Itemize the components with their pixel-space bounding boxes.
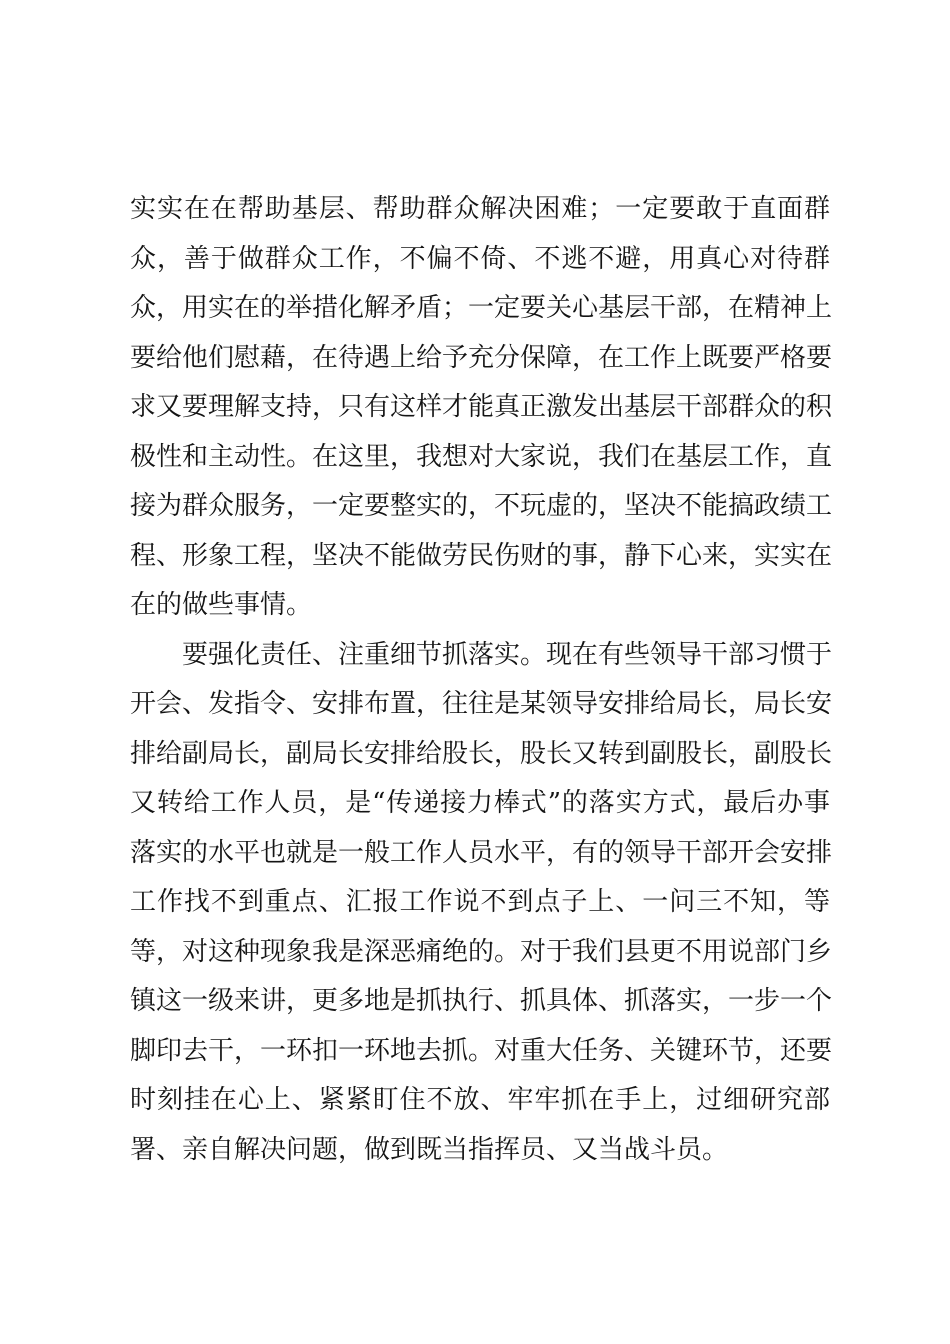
text-line: 程、形象工程，坚决不能做劳民伤财的事，静下心来，实实在 <box>130 540 833 571</box>
text-line: 接为群众服务，一定要整实的，不玩虚的，坚决不能搞政绩工 <box>130 491 833 521</box>
text-line: 落实的水平也就是一般工作人员水平，有的领导干部开会安排 <box>130 837 833 868</box>
paragraph-1 <box>130 185 833 631</box>
text-line: 众，善于做群众工作，不偏不倚、不逃不避，用真心对待群 <box>130 243 830 274</box>
text-line: 又转给工作人员，是“传递接力棒式”的落实方式，最后办事 <box>130 788 830 818</box>
text-line: 排给副局长，副局长安排给股长，股长又转到副股长，副股长 <box>130 738 833 769</box>
text-line: 极性和主动性。在这里，我想对大家说，我们在基层工作，直 <box>130 441 833 472</box>
text-line: 要强化责任、注重细节抓落实。现在有些领导干部习惯于 <box>182 639 833 670</box>
text-line: 工作找不到重点、汇报工作说不到点子上、一问三不知，等 <box>130 887 830 917</box>
paragraph-2 <box>130 631 833 1176</box>
text-line: 署、亲自解决问题，做到既当指挥员、又当战斗员。 <box>130 1134 729 1165</box>
text-line: 时刻挂在心上、紧紧盯住不放、牢牢抓在手上，过细研究部 <box>130 1085 830 1115</box>
text-line: 要给他们慰藉，在待遇上给予充分保障，在工作上既要严格要 <box>130 342 833 373</box>
text-line: 脚印去干，一环扣一环地去抓。对重大任务、关键环节，还要 <box>130 1035 833 1066</box>
text-line: 等，对这种现象我是深恶痛绝的。对于我们县更不用说部门乡 <box>130 936 833 967</box>
text-line: 在的做些事情。 <box>130 590 313 620</box>
text-line: 求又要理解支持，只有这样才能真正激发出基层干部群众的积 <box>130 392 833 422</box>
body-text <box>130 185 833 1175</box>
text-line: 开会、发指令、安排布置，往往是某领导安排给局长，局长安 <box>130 689 833 719</box>
text-line: 众，用实在的举措化解矛盾；一定要关心基层干部，在精神上 <box>130 293 833 323</box>
text-line: 实实在在帮助基层、帮助群众解决困难；一定要敢于直面群 <box>130 194 830 224</box>
text-line: 镇这一级来讲，更多地是抓执行、抓具体、抓落实，一步一个 <box>130 986 833 1016</box>
